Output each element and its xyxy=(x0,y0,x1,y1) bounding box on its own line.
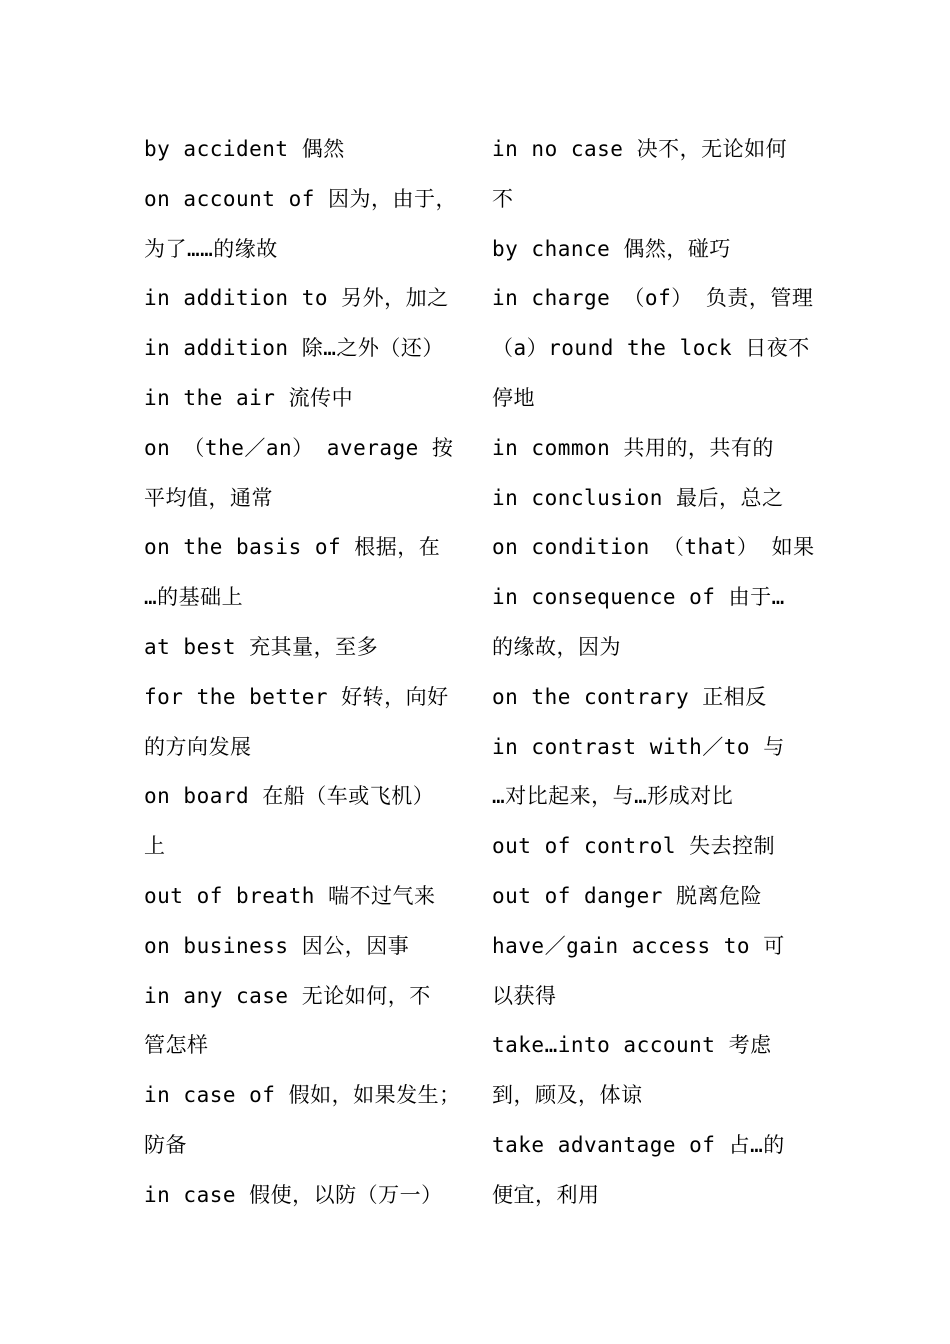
phrase-line: out of danger 脱离危险 xyxy=(492,883,763,908)
phrase-line: 不 xyxy=(492,186,514,211)
phrase-line: in addition to 另外，加之 xyxy=(144,286,449,311)
phrase-line: 便宜，利用 xyxy=(492,1182,600,1207)
phrase-line: in case 假使，以防（万一） xyxy=(144,1182,443,1207)
phrase-line: 平均值，通常 xyxy=(144,485,273,510)
phrase-line: on condition （that） 如果 xyxy=(492,535,815,560)
phrase-line: on the contrary 正相反 xyxy=(492,684,767,709)
phrase-line: …对比起来，与…形成对比 xyxy=(492,784,734,809)
phrase-line: for the better 好转，向好 xyxy=(144,684,449,709)
phrase-line: 上 xyxy=(144,834,166,859)
phrase-line: 防备 xyxy=(144,1132,187,1157)
phrase-line: in case of 假如，如果发生； xyxy=(144,1083,461,1108)
phrase-line: take advantage of 占…的 xyxy=(492,1132,785,1157)
phrase-line: in common 共用的，共有的 xyxy=(492,435,774,460)
phrase-line: …的基础上 xyxy=(144,585,244,610)
phrase-line: in charge （of） 负责，管理 xyxy=(492,286,814,311)
phrase-line: by accident 偶然 xyxy=(144,137,345,161)
phrase-line: take…into account 考虑 xyxy=(492,1033,772,1058)
phrase-line: 为了……的缘故 xyxy=(144,236,278,261)
phrase-line: 管怎样 xyxy=(144,1033,209,1058)
phrase-line: （a）round the lock 日夜不 xyxy=(492,336,810,361)
phrase-line: in addition 除…之外（还） xyxy=(144,336,444,361)
phrase-line: have／gain access to 可 xyxy=(492,933,785,958)
phrase-line: in consequence of 由于… xyxy=(492,585,785,610)
phrase-line: in any case 无论如何，不 xyxy=(144,983,431,1008)
phrase-line: at best 充其量，至多 xyxy=(144,634,379,659)
phrase-line: 到，顾及，体谅 xyxy=(492,1083,643,1108)
phrase-line: on （the／an） average 按 xyxy=(144,435,454,460)
phrase-line: in no case 决不，无论如何 xyxy=(492,137,788,161)
phrase-line: in conclusion 最后，总之 xyxy=(492,485,784,510)
phrase-line: in the air 流传中 xyxy=(144,385,354,410)
right-column xyxy=(492,125,822,1221)
phrase-line: by chance 偶然，碰巧 xyxy=(492,236,731,261)
phrase-line: on the basis of 根据，在 xyxy=(144,535,441,560)
left-column xyxy=(144,125,474,1221)
phrase-line: in contrast with／to 与 xyxy=(492,734,785,759)
phrase-line: 的缘故，因为 xyxy=(492,634,621,659)
phrase-line: out of control 失去控制 xyxy=(492,834,776,859)
phrase-line: 以获得 xyxy=(492,983,557,1008)
phrase-line: on board 在船（车或飞机） xyxy=(144,784,435,809)
phrase-line: on business 因公，因事 xyxy=(144,933,410,958)
phrase-line: 停地 xyxy=(492,385,535,410)
phrase-line: 的方向发展 xyxy=(144,734,252,759)
phrase-line: on account of 因为，由于， xyxy=(144,186,458,211)
phrase-line: out of breath 喘不过气来 xyxy=(144,883,436,908)
